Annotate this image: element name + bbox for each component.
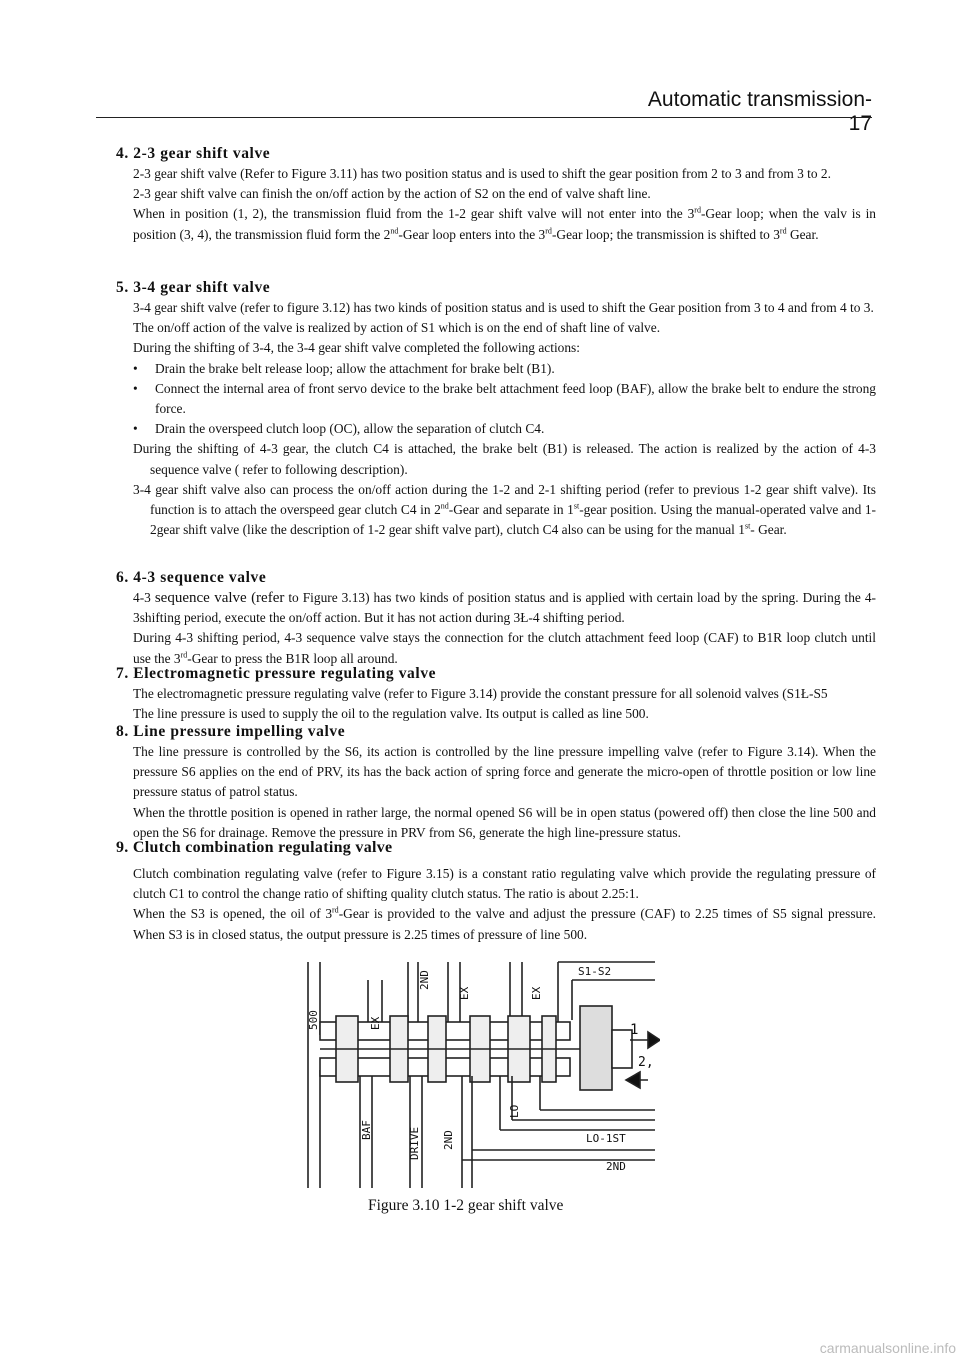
section-heading: 6. 4-3 sequence valve [116,569,267,586]
paragraph: 2-3 gear shift valve can finish the on/off action by the action of S2 on the end of valve shaft line. [133,186,651,202]
watermark: carmanualsonline.info [819,1340,956,1356]
paragraph: The electromagnetic pressure regulating valve (refer to Figure 3.14) provide the constant pressure for all solenoid valves (S1Ł-S5 [133,686,828,701]
paragraph: 3-4 gear shift valve (refer to figure 3.12) has two kinds of position status and is used to shift the Gear position from 3 to 4 and from 4 to 3. [133,300,874,315]
label-2nd: 2ND [418,970,431,990]
label-position-1: 1 [630,1022,639,1038]
label-baf: BAF [360,1120,373,1140]
bullet-item: • Drain the overspeed clutch loop (OC), allow the separation of clutch C4. [133,421,545,437]
paragraph: The on/off action of the valve is realized by action of S1 which is on the end of shaft line of valve. [133,320,661,336]
section-electromagnetic-pressure-regulating-valve [116,664,876,724]
paragraph: During the shifting of 4-3 gear, the clutch C4 is attached, the brake belt (B1) is released. The action is realized by the action of 4-3 sequence valve ( refer to following description). [133,441,876,477]
gear-shift-valve-schematic [300,960,660,1190]
figure-caption: Figure 3.10 1-2 gear shift valve [368,1197,564,1214]
page-header-title: Automatic transmission-17 [647,88,872,135]
section-heading: 7. Electromagnetic pressure regulating valve [116,665,437,682]
bullet-item: • Drain the brake belt release loop; allow the attachment for brake belt (B1). [133,360,555,376]
paragraph: The line pressure is controlled by the S6, its action is controlled by the line pressure impelling valve (refer to Figure 3.14). When the pressure S6 applies on the end of PRV, its has the back action of spring force and generate the micro-open of throttle position or low line pressure status of patrol status. [133,744,876,800]
label-ex: EX [369,1016,382,1030]
paragraph: When the throttle position is opened in rather large, the normal opened S6 will be in open status (powered off) then close the line 500 and open the S6 for drainage. Remove the pressure in PRV from S6, generate the high line-pressure status. [133,804,876,840]
section-heading: 8. Line pressure impelling valve [116,723,346,740]
paragraph: Clutch combination regulating valve (refer to Figure 3.15) is a constant ratio regulating valve which provide the regulating pressure of clutch C1 to control the change ratio of shifting quality clutch status. The ratio is about 2.25:1. [133,866,876,902]
bullet-item: • Connect the internal area of front servo device to the brake belt attachment feed loop (BAF), allow the brake belt to endure the strong force. [133,380,876,417]
paragraph: 2-3 gear shift valve (Refer to Figure 3.11) has two position status and is used to shift the gear position from 2 to 3 and from 3 to 2. [133,166,831,181]
label-lo-1st: LO-1ST [586,1132,626,1145]
section-heading: 5. 3-4 gear shift valve [116,279,271,296]
label-s1-s2: S1-S2 [578,965,612,978]
section-clutch-combination-regulating-valve [116,838,876,945]
paragraph: When the S3 is opened, the oil of 3rd-Gear is provided to the valve and adjust the pressure (CAF) to 2.25 times of S5 signal pressure. When S3 is in closed status, the output pressure is 2.25 times of pressure of line 500. [133,905,876,942]
section-2-3-gear-shift-valve [116,144,876,245]
section-heading: 9. Clutch combination regulating valve [116,839,393,856]
label-ex: EX [530,986,543,1000]
label-drive: DRIVE [408,1126,421,1160]
section-line-pressure-impelling-valve [116,722,876,843]
paragraph: 4-3 sequence valve (refer to Figure 3.13) has two kinds of position status and is applied with certain load by the spring. During the 4-3shifting period, execute the on/off action. But it has not action during 3Ł-4 shifting period. [133,590,876,626]
label-2nd: 2ND [606,1160,626,1173]
section-heading: 4. 2-3 gear shift valve [116,145,271,162]
valve-diagram [300,960,660,1195]
label-ex: EX [458,986,471,1000]
label-2nd: 2ND [442,1130,455,1150]
label-position-2: 2, [638,1055,654,1070]
paragraph: 3-4 gear shift valve also can process the on/off action during the 1-2 and 2-1 shifting period (refer to previous 1-2 gear shift valve). Its function is to attach the overspeed gear clutch C4 in 2nd-Gear and separate in 1st-gear position. Using the manual-operated valve and 1-2gear shift valve (like the description of 1-2 gear shift valve part), clutch C4 also can be using for the manual 1st- Gear. [133,481,876,538]
paragraph: When in position (1, 2), the transmission fluid from the 1-2 gear shift valve will not enter into the 3rd-Gear loop; when the valv is in position (3, 4), the transmission fluid form the 2nd-Gear loop enters into the 3rd-Gear loop; the transmission is shifted to 3rd Gear. [133,205,876,242]
label-lo: LO [508,1104,521,1118]
section-4-3-sequence-valve [116,568,876,669]
section-3-4-gear-shift-valve [116,278,876,540]
paragraph: During the shifting of 3-4, the 3-4 gear shift valve completed the following actions: [133,340,580,356]
paragraph: The line pressure is used to supply the oil to the regulation valve. Its output is called as line 500. [133,706,649,722]
label-500: 500 [307,1010,320,1030]
header-rule [96,117,872,118]
paragraph: During 4-3 shifting period, 4-3 sequence valve stays the connection for the clutch attachment feed loop (CAF) to B1R loop clutch until use the 3rd-Gear to press the B1R loop all around. [133,630,876,666]
